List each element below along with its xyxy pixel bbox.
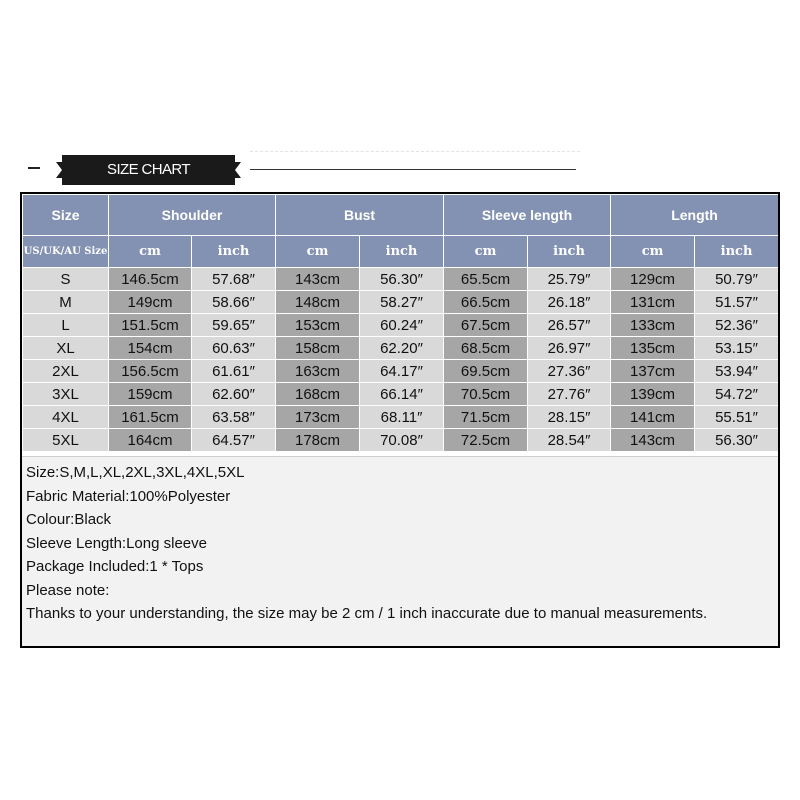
unit-cm: cm [276,236,360,268]
cm-cell: 143cm [276,268,360,291]
cm-cell: 143cm [611,429,695,452]
inch-cell: 25.79″ [528,268,611,291]
inch-cell: 27.36″ [528,360,611,383]
col-bust: Bust [276,195,444,236]
inch-cell: 56.30″ [360,268,444,291]
cm-cell: 141cm [611,406,695,429]
unit-cm: cm [109,236,192,268]
inch-cell: 70.08″ [360,429,444,452]
inch-cell: 61.61″ [192,360,276,383]
unit-inch: inch [695,236,779,268]
cm-cell: 149cm [109,291,192,314]
col-length: Length [611,195,779,236]
cm-cell: 139cm [611,383,695,406]
product-notes [22,456,778,648]
cm-cell: 68.5cm [444,337,528,360]
cm-cell: 173cm [276,406,360,429]
table-row [23,268,779,291]
size-chart-banner [56,155,241,185]
cm-cell: 137cm [611,360,695,383]
unit-cm: cm [611,236,695,268]
inch-cell: 60.63″ [192,337,276,360]
table-row [23,360,779,383]
inch-cell: 62.20″ [360,337,444,360]
unit-inch: inch [360,236,444,268]
size-chart-panel [20,192,780,648]
table-row [23,429,779,452]
cm-cell: 154cm [109,337,192,360]
inch-cell: 64.57″ [192,429,276,452]
table-header-row [23,195,779,236]
inch-cell: 63.58″ [192,406,276,429]
table-row [23,337,779,360]
cm-cell: 178cm [276,429,360,452]
inch-cell: 28.54″ [528,429,611,452]
cm-cell: 163cm [276,360,360,383]
header-right-rule [250,169,576,170]
inch-cell: 53.94″ [695,360,779,383]
inch-cell: 51.57″ [695,291,779,314]
inch-cell: 62.60″ [192,383,276,406]
size-cell: L [23,314,109,337]
size-region-label [23,236,109,268]
size-cell: 3XL [23,383,109,406]
cm-cell: 164cm [109,429,192,452]
cm-cell: 65.5cm [444,268,528,291]
size-region-label-text: US/UK/AU Size [23,245,108,257]
unit-inch: inch [192,236,276,268]
inch-cell: 66.14″ [360,383,444,406]
banner-title: SIZE CHART [107,161,190,178]
inch-cell: 50.79″ [695,268,779,291]
cm-cell: 69.5cm [444,360,528,383]
inch-cell: 60.24″ [360,314,444,337]
inch-cell: 52.36″ [695,314,779,337]
inch-cell: 68.11″ [360,406,444,429]
unit-inch: inch [528,236,611,268]
note-line: Size:S,M,L,XL,2XL,3XL,4XL,5XL [26,464,245,481]
inch-cell: 27.76″ [528,383,611,406]
size-table [22,194,779,452]
cm-cell: 70.5cm [444,383,528,406]
header-left-dash [28,167,40,169]
size-table-body [23,268,779,452]
header-dotted-rule [250,151,580,156]
cm-cell: 66.5cm [444,291,528,314]
size-cell: XL [23,337,109,360]
table-row [23,314,779,337]
table-unit-row [23,236,779,268]
cm-cell: 135cm [611,337,695,360]
cm-cell: 153cm [276,314,360,337]
cm-cell: 151.5cm [109,314,192,337]
table-row [23,291,779,314]
inch-cell: 55.51″ [695,406,779,429]
cm-cell: 146.5cm [109,268,192,291]
size-cell: 5XL [23,429,109,452]
cm-cell: 148cm [276,291,360,314]
note-line: Colour:Black [26,511,112,528]
note-line: Package Included:1 * Tops [26,558,204,575]
cm-cell: 67.5cm [444,314,528,337]
size-cell: S [23,268,109,291]
col-shoulder: Shoulder [109,195,276,236]
inch-cell: 57.68″ [192,268,276,291]
size-chart-header [0,0,800,190]
table-row [23,383,779,406]
inch-cell: 26.57″ [528,314,611,337]
note-line: Sleeve Length:Long sleeve [26,534,207,552]
inch-cell: 28.15″ [528,406,611,429]
inch-cell: 58.27″ [360,291,444,314]
table-row [23,406,779,429]
col-sleeve-length: Sleeve length [444,195,611,236]
cm-cell: 133cm [611,314,695,337]
size-cell: M [23,291,109,314]
inch-cell: 26.18″ [528,291,611,314]
note-line: Fabric Material:100%Polyester [26,487,231,505]
cm-cell: 129cm [611,268,695,291]
inch-cell: 26.97″ [528,337,611,360]
note-line: Thanks to your understanding, the size may be 2 cm / 1 inch inaccurate due to manual measurements. [26,605,708,622]
cm-cell: 159cm [109,383,192,406]
inch-cell: 53.15″ [695,337,779,360]
size-cell: 2XL [23,360,109,383]
cm-cell: 131cm [611,291,695,314]
cm-cell: 158cm [276,337,360,360]
inch-cell: 58.66″ [192,291,276,314]
col-size: Size [23,195,109,236]
inch-cell: 54.72″ [695,383,779,406]
unit-cm: cm [444,236,528,268]
size-cell: 4XL [23,406,109,429]
note-line: Please note: [26,581,110,599]
cm-cell: 161.5cm [109,406,192,429]
inch-cell: 59.65″ [192,314,276,337]
inch-cell: 64.17″ [360,360,444,383]
cm-cell: 72.5cm [444,429,528,452]
cm-cell: 71.5cm [444,406,528,429]
cm-cell: 156.5cm [109,360,192,383]
cm-cell: 168cm [276,383,360,406]
inch-cell: 56.30″ [695,429,779,452]
